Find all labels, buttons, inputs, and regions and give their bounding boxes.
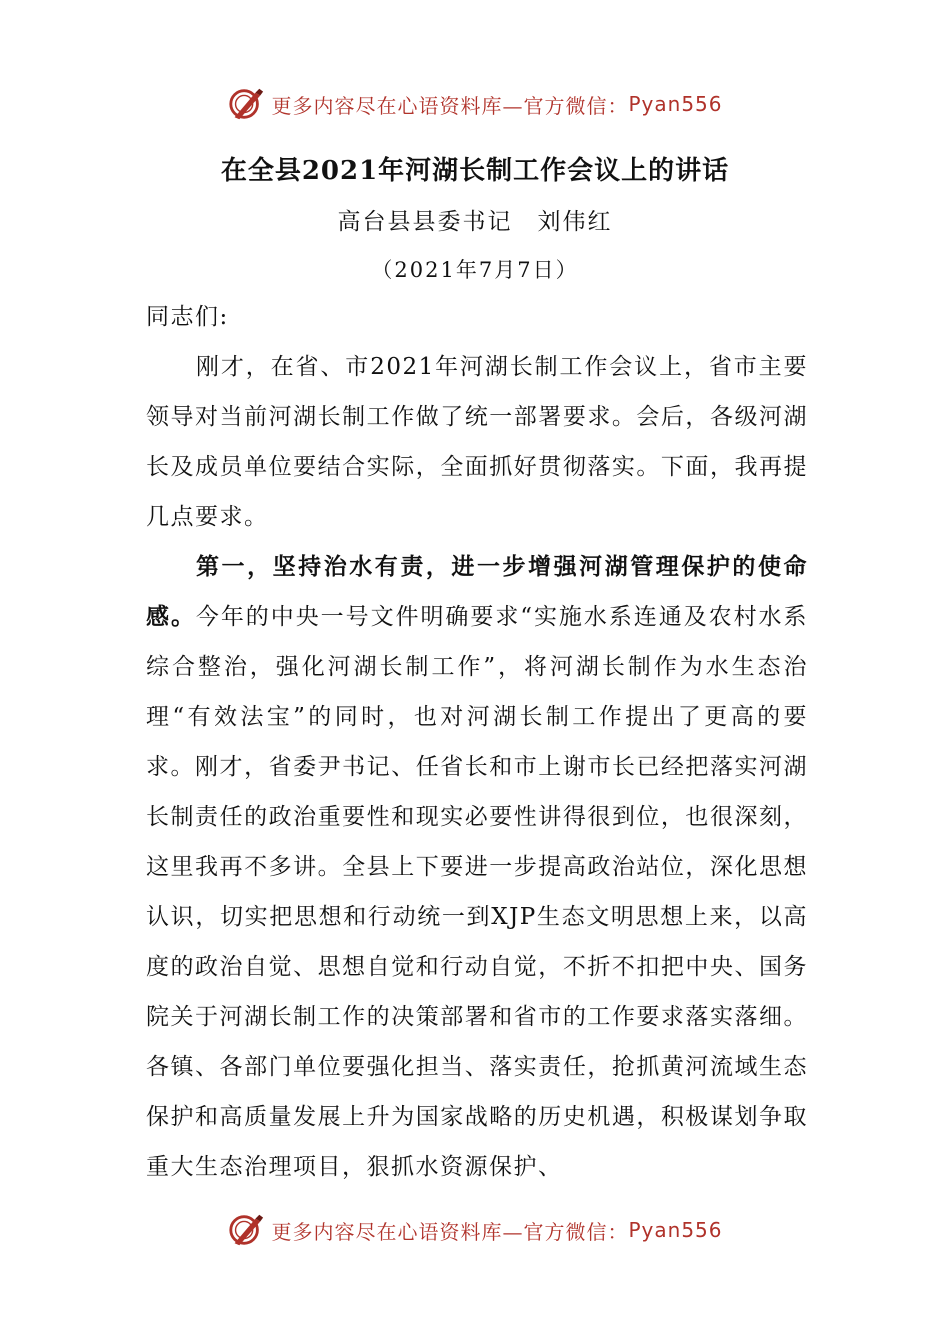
pen-logo-icon: [227, 1211, 265, 1249]
header-banner-wechat-id: Pyan556: [628, 92, 723, 116]
salutation: 同志们:: [146, 304, 229, 330]
document-body: [146, 292, 808, 1192]
document-author: 高台县县委书记 刘伟红: [337, 209, 613, 235]
paragraph-intro: 刚才，在省、市2021年河湖长制工作会议上，省市主要领导对当前河湖长制工作做了统一部署要求。会后，各级河湖长及成员单位要结合实际，全面抓好贯彻落实。下面，我再提几点要求。: [146, 354, 808, 530]
document-title: 在全县2021年河湖长制工作会议上的讲话: [220, 156, 730, 186]
footer-banner-text: 更多内容尽在心语资料库—官方微信：: [271, 1219, 629, 1244]
paragraph-first-point: [146, 542, 808, 1192]
footer-banner-wechat-id: Pyan556: [628, 1218, 723, 1242]
header-banner-text: 更多内容尽在心语资料库—官方微信：: [271, 93, 629, 118]
footer-banner: [0, 1210, 950, 1250]
paragraph-first-point-heading: 第一，坚持治水有责，进一步增强河湖管理保护的使命感。: [146, 553, 808, 630]
paragraph-first-point-body: 今年的中央一号文件明确要求“实施水系连通及农村水系综合整治，强化河湖长制工作”，将河湖长制作为水生态治理“有效法宝”的同时，也对河湖长制工作提出了更高的要求。刚才，省委尹书记、任省长和市上谢市长已经把落实河湖长制责任的政治重要性和现实必要性讲得很到位，也很深刻，这里我再不多讲。全县上下要进一步提高政治站位，深化思想认识，切实把思想和行动统一到XJP生态文明思想上来，以高度的政治自觉、思想自觉和行动自觉，不折不扣把中央、国务院关于河湖长制工作的决策部署和省市的工作要求落实落细。各镇、各部门单位要强化担当、落实责任，抢抓黄河流域生态保护和高质量发展上升为国家战略的历史机遇，积极谋划争取重大生态治理项目，狠抓水资源保护、: [146, 604, 808, 1180]
header-banner: [0, 84, 950, 124]
pen-logo-icon: [227, 85, 265, 123]
document-date: （2021年7月7日）: [371, 258, 579, 282]
